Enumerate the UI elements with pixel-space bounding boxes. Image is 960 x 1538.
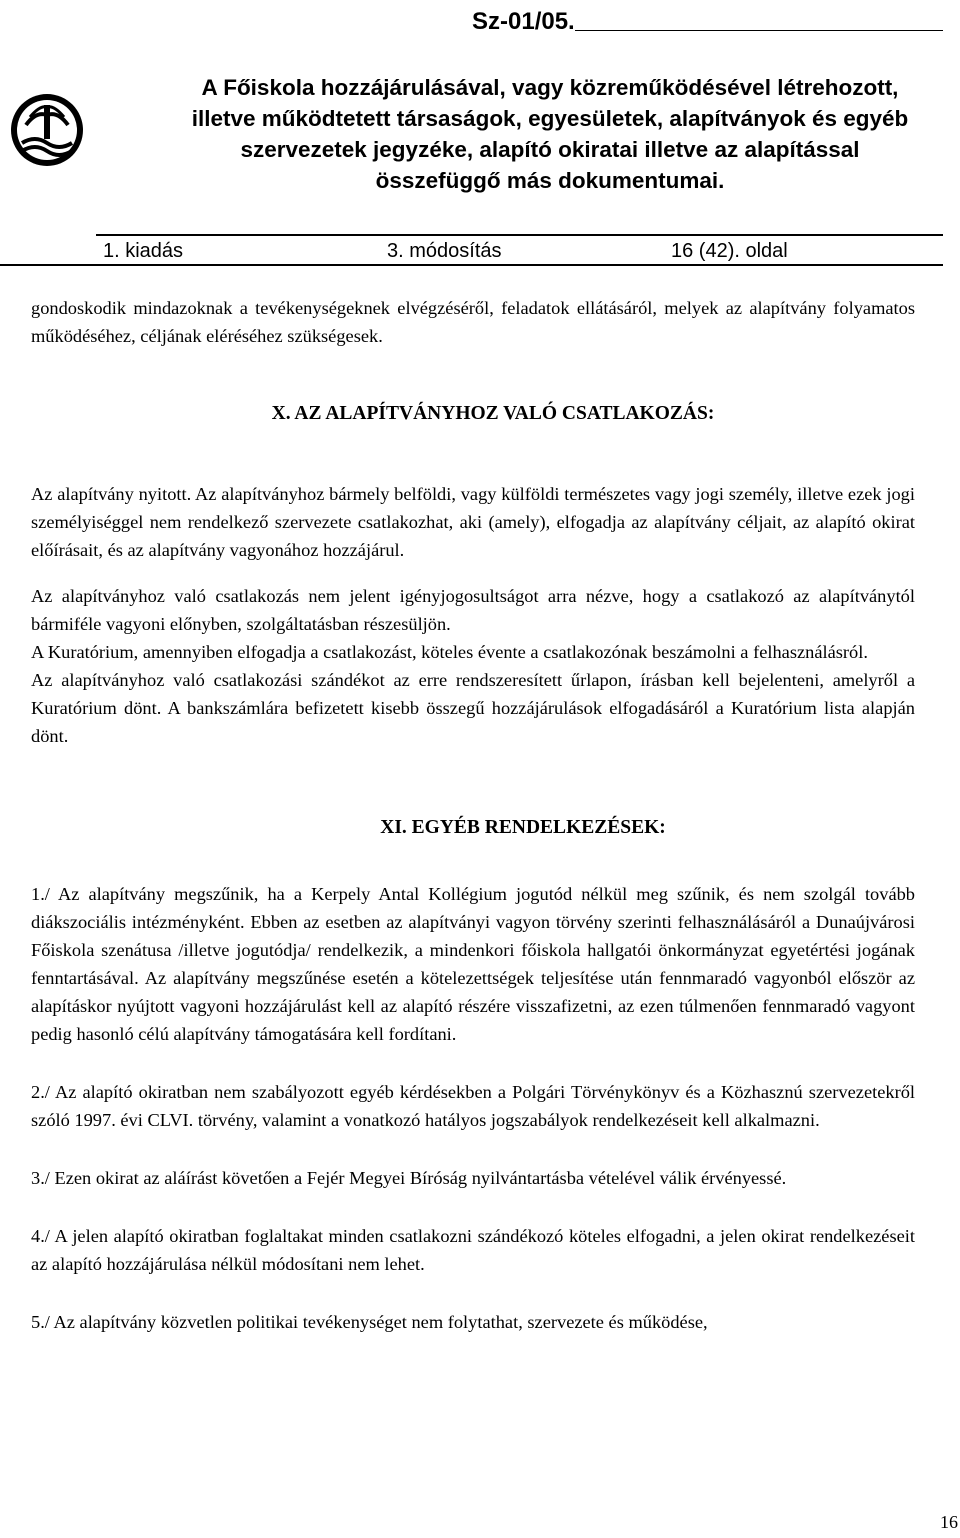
section-x-paragraph: A Kuratórium, amennyiben elfogadja a csatlakozást, köteles évente a csatlakozónak beszámolni a felhasználásról. — [31, 642, 868, 662]
document-title — [120, 72, 960, 196]
header-top-rule — [575, 30, 943, 31]
section-x-heading: X. AZ ALAPÍTVÁNYHOZ VALÓ CSATLAKOZÁS: — [271, 403, 715, 424]
page-info-label: 16 (42). oldal — [671, 240, 788, 262]
meta-top-rule — [96, 234, 943, 236]
title-line: illetve működtetett társaságok, egyesületek, alapítványok és egyéb — [191, 106, 909, 131]
document-code: Sz-01/05. — [472, 8, 575, 35]
section-xi-heading: XI. EGYÉB RENDELKEZÉSEK: — [380, 817, 666, 838]
section-xi-paragraph: 4./ A jelen alapító okiratban foglaltakat minden csatlakozni szándékozó köteles elfogadni, a jelen okirat rendelkezéseit az alapító hozzájárulása nélkül módosítani nem lehet. — [31, 1226, 915, 1274]
document-body — [31, 294, 915, 1336]
section-x-paragraph: Az alapítvány nyitott. Az alapítványhoz bármely belföldi, vagy külföldi természetes vagy jogi személy, illetve ezek jogi személyiséggel nem rendelkező szervezete csatlakozhat, aki (amely), elfogadja az alapítvány céljait, az alapító okirat előírásait, és az alapítvány vagyonához hozzájárul. — [31, 484, 915, 560]
section-xi-paragraph: 5./ Az alapítvány közvetlen politikai tevékenységet nem folytathat, szervezete és működése, — [31, 1312, 708, 1332]
section-xi-paragraph: 1./ Az alapítvány megszűnik, ha a Kerpely Antal Kollégium jogutód nélkül meg szűnik, és nem szolgál tovább diákszociális intézményként. Ebben az esetben az alapítványi vagyon törvény szerinti felhasználásáról a Dunaújvárosi Főiskola szenátusa /illetve jogutódja/ rendelkezik, a mindenkori főiskola hallgatói önkormányzat egyetértési jogának fenntartásával. Az alapítvány megszűnése esetén a kötelezettségek teljesítése után fennmaradó vagyonból először az alapításkor nyújtott vagyoni hozzájárulást kell az alapító részére visszafizetni, az ezen túlmenően fennmaradó vagyont pedig hasonló célú alapítvány támogatására kell fordítani. — [31, 884, 915, 1044]
edition-label: 1. kiadás — [103, 240, 184, 262]
section-xi-paragraph: 3./ Ezen okirat az aláírást követően a Fejér Megyei Bíróság nyilvántartásba vételével válik érvényessé. — [31, 1168, 787, 1188]
title-line: A Főiskola hozzájárulásával, vagy közreműködésével létrehozott, — [201, 75, 899, 100]
title-line: összefüggő más dokumentumai. — [375, 168, 725, 193]
page-number: 16 — [940, 1512, 958, 1532]
intro-paragraph: gondoskodik mindazoknak a tevékenységeknek elvégzéséről, feladatok ellátásáról, melyek az alapítvány folyamatos működéséhez, céljának eléréséhez szükségesek. — [31, 298, 915, 346]
section-x-paragraph: Az alapítványhoz való csatlakozási szándékot az erre rendszeresített űrlapon, írásban kell bejelenteni, amelyről a Kuratórium dönt. A bankszámlára befizetett kisebb összegű hozzájárulások elfogadásáról a Kuratórium lista alapján dönt. — [31, 670, 915, 746]
section-xi-paragraph: 2./ Az alapító okiratban nem szabályozott egyéb kérdésekben a Polgári Törvénykönyv és a Közhasznú szervezetekről szóló 1997. évi CLVI. törvény, valamint a vonatkozó hatályos jogszabályok rendelkezéseit kell alkalmazni. — [31, 1082, 915, 1130]
revision-label: 3. módosítás — [387, 240, 502, 262]
meta-bottom-rule — [0, 264, 943, 266]
college-emblem-icon — [8, 85, 86, 175]
title-line: szervezetek jegyzéke, alapító okiratai illetve az alapítással — [240, 137, 860, 162]
section-x-paragraph: Az alapítványhoz való csatlakozás nem jelent igényjogosultságot arra nézve, hogy a csatlakozó az alapítványtól bármiféle vagyoni előnyben, szolgáltatásban részesüljön. — [31, 586, 915, 634]
